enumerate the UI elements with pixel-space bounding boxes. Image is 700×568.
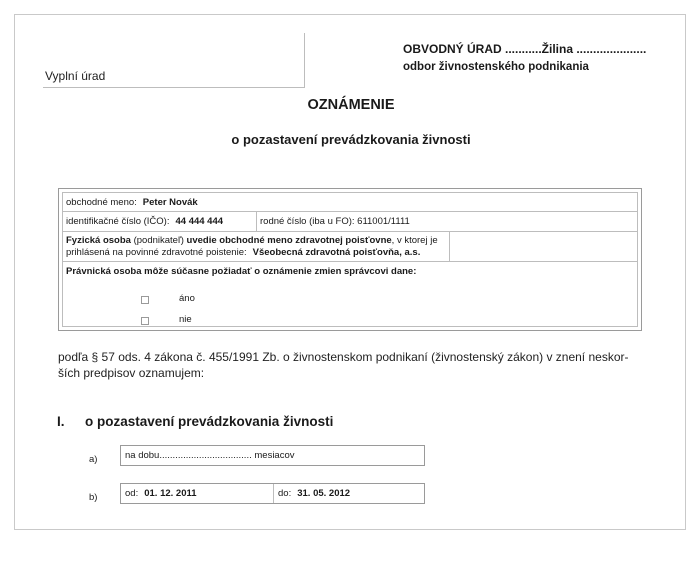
from-date-cell[interactable] (121, 484, 273, 503)
insurance-label-line2: prihlásená na povinné zdravotné poistenie: (66, 247, 247, 258)
insurance-label-end: , v ktorej je (391, 235, 438, 246)
legal-paragraph-line1: podľa § 57 ods. 4 zákona č. 455/1991 Zb. o živnostenskom podnikaní (živnostenský zákon) v znení neskor- (58, 350, 629, 364)
insurance-label-bold2: uvedie obchodné meno zdravotnej poisťovne (186, 235, 392, 246)
date-range-field (120, 483, 425, 504)
document-subtitle: o pozastavení prevádzkovania živnosti (231, 132, 471, 147)
birth-number-label: rodné číslo (iba u FO): (260, 216, 355, 227)
business-name-label: obchodné meno: (66, 197, 137, 208)
birth-number-value[interactable]: 611001/1111 (357, 216, 410, 227)
office-use-label: Vyplní úrad (45, 69, 106, 83)
duration-text: na dobu................................... (125, 450, 252, 461)
applicant-table (58, 188, 642, 331)
yes-label: áno (179, 293, 195, 304)
legal-paragraph-line2: ších predpisov oznamujem: (58, 366, 205, 380)
from-label: od: (125, 488, 139, 499)
ico-label: identifikačné číslo (IČO): (66, 216, 170, 227)
section-title: o pozastavení prevádzkovania živnosti (85, 414, 334, 429)
legal-paragraph (58, 349, 658, 381)
to-date-cell[interactable] (273, 484, 424, 503)
business-name-row (63, 193, 637, 212)
legal-entity-row (63, 262, 637, 326)
yes-checkbox[interactable] (141, 296, 149, 304)
insurance-value[interactable]: Všeobecná zdravotná poisťovňa, a.s. (252, 247, 421, 258)
insurance-label-bold1: Fyzická osoba (66, 235, 131, 246)
option-a-label: a) (89, 454, 98, 465)
to-date-value[interactable]: 31. 05. 2012 (297, 488, 351, 499)
duration-unit: mesiacov (254, 450, 295, 461)
business-name-value[interactable]: Peter Novák (142, 197, 198, 208)
option-b-label: b) (89, 492, 98, 503)
from-date-value[interactable]: 01. 12. 2011 (144, 488, 197, 499)
section-heading (57, 414, 333, 429)
insurance-row (63, 232, 637, 262)
no-checkbox[interactable] (141, 317, 149, 325)
authority-department: odbor živnostenského podnikania (403, 61, 589, 73)
insurance-blank-cell (449, 232, 637, 261)
id-row (63, 212, 637, 232)
authority-name: OBVODNÝ ÚRAD ...........Žilina ..................... (403, 42, 647, 56)
ico-value[interactable]: 44 444 444 (175, 216, 224, 227)
office-use-box (43, 33, 305, 88)
form-page (14, 14, 686, 530)
legal-entity-question: Právnická osoba môže súčasne požiadať o oznámenie zmien správcovi dane: (66, 266, 417, 277)
section-number: I. (57, 414, 65, 429)
document-title: OZNÁMENIE (307, 97, 395, 113)
insurance-label-mid: (podnikateľ) (130, 235, 187, 246)
duration-field[interactable] (120, 445, 425, 466)
no-label: nie (179, 314, 192, 325)
to-label: do: (278, 488, 292, 499)
